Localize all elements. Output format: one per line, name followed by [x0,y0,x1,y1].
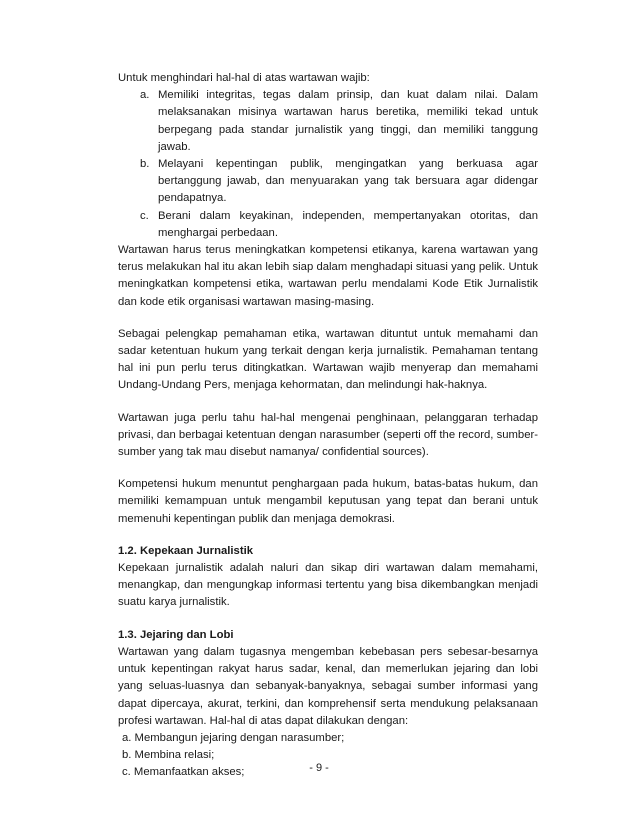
list-item-text: Berani dalam keyakinan, independen, mempertanyakan otoritas, dan menghargai perbedaan. [158,209,538,239]
list-item [118,87,538,156]
list-marker: b. [140,158,150,171]
document-page [118,70,538,782]
page-number: - 9 - [309,762,329,774]
paragraph-legal-competence: Kompetensi hukum menuntut penghargaan pada hukum, batas-batas hukum, dan memiliki kemampuan untuk mengambil keputusan yang tepat dan berani untuk memenuhi kepentingan publik dan menjaga demokrasi. [118,478,538,525]
paragraph-legal-understanding: Sebagai pelengkap pemahaman etika, wartawan dituntut untuk memahami dan sadar ketentuan hukum yang terkait dengan kerja jurnalistik. Pemahaman tentang hal ini pun perlu terus ditingkatkan. Wartawan wajib menyerap dan memahami Undang-Undang Pers, menjaga kehormatan, dan melindungi hak-haknya. [118,327,538,392]
section-body-jejaring: Wartawan yang dalam tugasnya mengemban kebebasan pers sebesar-besarnya untuk kepentingan rakyat harus sadar, kenal, dan memerlukan jejaring dan lobi yang seluas-luasnya dan sebanyak-banyaknya, sebagai sumber informasi yang dapat dipercaya, akurat, terkini, dan komprehensif serta mendukung pelaksanaan profesi wartawan. Hal-hal di atas dapat dilakukan dengan: [118,645,538,727]
paragraph-privacy-sources: Wartawan juga perlu tahu hal-hal mengenai penghinaan, pelanggaran terhadap privasi, dan berbagai ketentuan dengan narasumber (seperti off the record, sumber-sumber yang tak mau disebut namanya/ confidential sources). [118,411,538,459]
list-marker: a. [140,89,150,102]
list-item: a. Membangun jejaring dengan narasumber; [122,731,345,744]
section-heading-kepekaan: 1.2. Kepekaan Jurnalistik [118,544,254,557]
list-marker: c. [140,209,149,222]
list-item [118,208,538,242]
list-item: b. Membina relasi; [122,749,215,762]
section-body-kepekaan: Kepekaan jurnalistik adalah naluri dan sikap diri wartawan dalam memahami, menangkap, dan mengungkap informasi tertentu yang bisa dikembangkan menjadi suatu karya jurnalistik. [118,562,538,609]
list-item: c. Memanfaatkan akses; [122,766,245,779]
paragraph-ethics-competence: Wartawan harus terus meningkatkan kompetensi etikanya, karena wartawan yang terus melakukan hal itu akan lebih siap dalam menghadapi situasi yang pelik. Untuk meningkatkan kompetensi etika, wartawan perlu mendalami Kode Etik Jurnalistik dan kode etik organisasi wartawan masing-masing. [118,244,538,308]
duties-list [118,87,538,242]
list-item-text: Melayani kepentingan publik, mengingatkan yang berkuasa agar bertanggung jawab, dan menyuarakan yang tak bersuara agar didengar pendapatnya. [158,158,538,205]
section-heading-jejaring: 1.3. Jejaring dan Lobi [118,628,234,641]
list-item [118,156,538,208]
intro-text: Untuk menghindari hal-hal di atas wartawan wajib: [118,72,370,84]
list-item-text: Memiliki integritas, tegas dalam prinsip, dan kuat dalam nilai. Dalam melaksanakan misinya wartawan harus beretika, memiliki tekad untuk berpegang pada standar jurnalistik yang tinggi, dan memiliki tanggung jawab. [158,89,538,153]
